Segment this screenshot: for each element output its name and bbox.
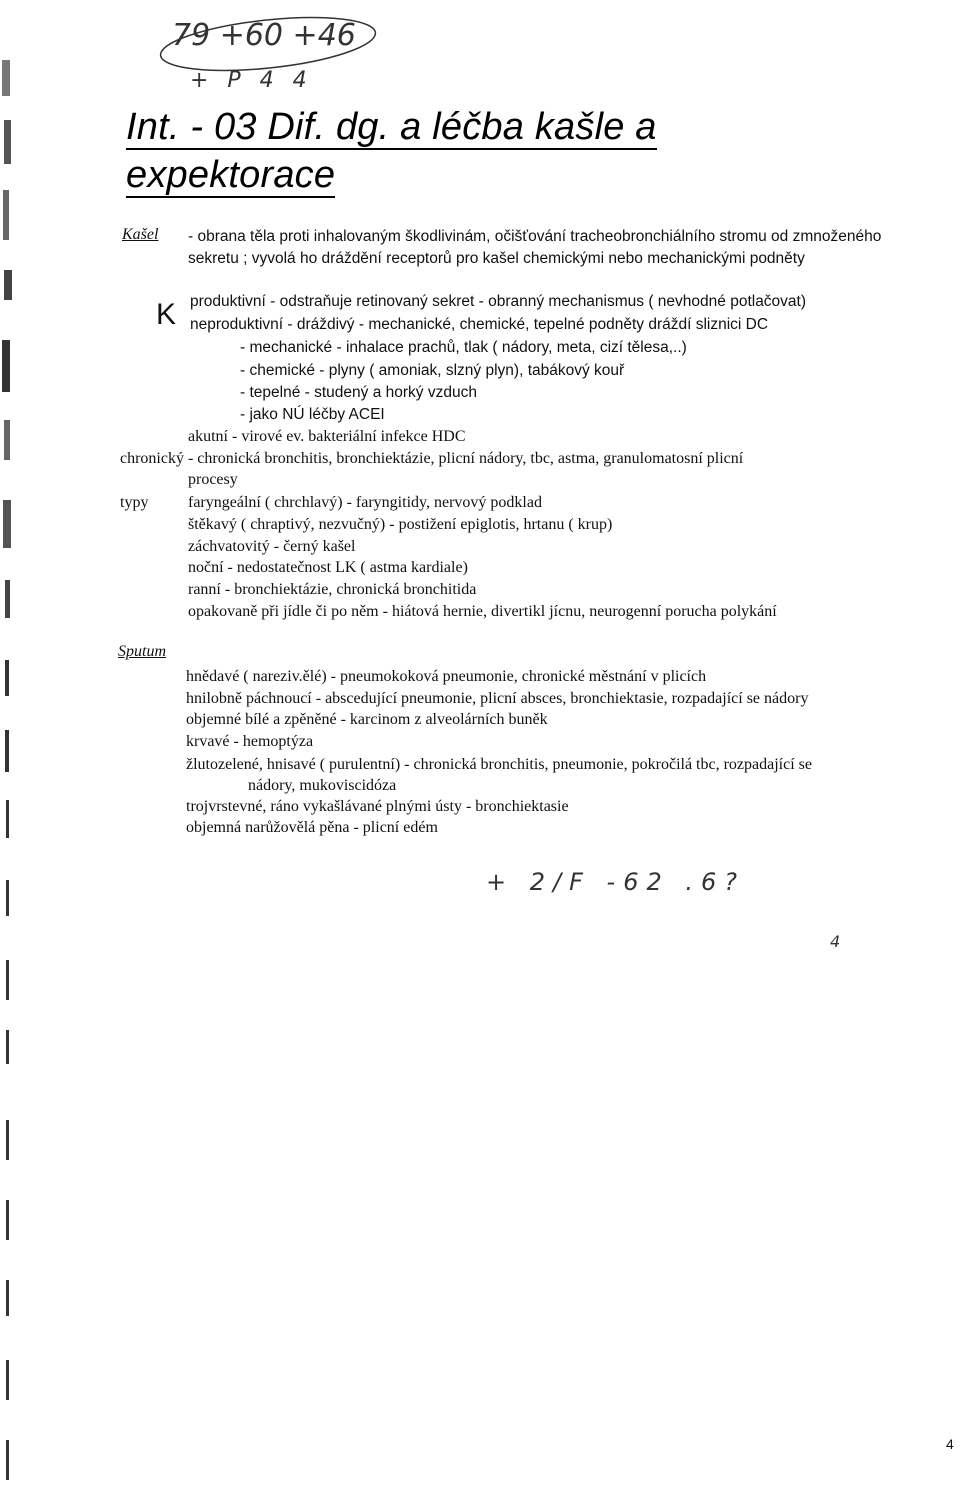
sputum-item: trojvrstevné, ráno vykašlávané plnými ústy - bronchiektasie <box>186 798 569 815</box>
sputum-item: hnědavé ( nareziv.ělé) - pneumokoková pneumonie, chronické městnání v plicích <box>186 668 707 685</box>
kasel-definition-line-2: sekretu ; vyvolá ho dráždění receptorů pro kašel chemickými nebo mechanickými podněty <box>188 250 805 267</box>
section-label-typy: typy <box>120 494 149 511</box>
stimulus-tepelne: - tepelné - studený a horký vzduch <box>240 384 477 401</box>
page-number: 4 <box>946 1436 954 1452</box>
kind-akutni: akutní - virové ev. bakteriální infekce HDC <box>188 428 466 445</box>
handwritten-bottom-note: + 2/F -62 .6? <box>486 868 745 896</box>
handwritten-second-line: + P 4 4 <box>190 68 313 93</box>
kind-neproduktivni: neproduktivní - dráždivý - mechanické, chemické, tepelné podněty dráždí sliznici DC <box>190 316 769 333</box>
sputum-item-continued: nádory, mukoviscidóza <box>248 777 397 794</box>
left-edge-marks <box>0 0 22 1508</box>
sputum-item: žlutozelené, hnisavé ( purulentní) - chronická bronchitis, pneumonie, pokročilá tbc, rozpadající se <box>186 756 812 773</box>
sputum-item: hnilobně páchnoucí - abscedující pneumonie, plicní absces, bronchiektasie, rozpadající se nádory <box>186 690 809 707</box>
typy-item: ranní - bronchiektázie, chronická bronchitida <box>188 581 477 598</box>
stimulus-chemicke: - chemické - plyny ( amoniak, slzný plyn), tabákový kouř <box>240 362 625 379</box>
sputum-item: objemná narůžovělá pěna - plicní edém <box>186 819 438 836</box>
stimulus-jako-nu: - jako NÚ léčby ACEI <box>240 406 385 423</box>
kasel-definition-line-1: - obrana těla proti inhalovaným škodlivinám, očišťování tracheobronchiálního stromu od zmnoženého <box>188 228 882 245</box>
section-label-sputum: Sputum <box>118 643 166 660</box>
typy-item: štěkavý ( chraptivý, nezvučný) - postižení epiglotis, hrtanu ( krup) <box>188 516 613 533</box>
kind-produktivni: produktivní - odstraňuje retinovaný sekret - obranný mechanismus ( nevhodné potlačovat) <box>190 293 807 310</box>
handwritten-top-numbers: 79 +60 +46 <box>172 18 356 53</box>
sputum-item: objemné bílé a zpěněné - karcinom z alveolárních buněk <box>186 711 548 728</box>
typy-item: faryngeální ( chrchlavý) - faryngitidy, nervový podklad <box>188 494 542 511</box>
handwritten-small-mark: 4 <box>830 932 841 951</box>
bracket-letter: K <box>156 298 177 331</box>
typy-item: záchvatovitý - černý kašel <box>188 538 356 555</box>
typy-item: opakovaně při jídle či po něm - hiátová hernie, divertikl jícnu, neurogenní porucha polykání <box>188 603 777 620</box>
kind-chronicky-line-1: chronický - chronická bronchitis, bronchiektázie, plicní nádory, tbc, astma, granulomatosní plicní <box>120 450 744 467</box>
stimulus-mechanicke: - mechanické - inhalace prachů, tlak ( nádory, meta, cizí tělesa,..) <box>240 339 687 356</box>
sputum-item: krvavé - hemoptýza <box>186 733 314 750</box>
page-title-line-2: expektorace <box>126 154 336 196</box>
page-title-line-1: Int. - 03 Dif. dg. a léčba kašle a <box>126 106 657 148</box>
typy-item: noční - nedostatečnost LK ( astma kardiale) <box>188 559 468 576</box>
section-label-kasel: Kašel <box>122 226 159 243</box>
kind-chronicky-line-2: procesy <box>188 471 238 488</box>
